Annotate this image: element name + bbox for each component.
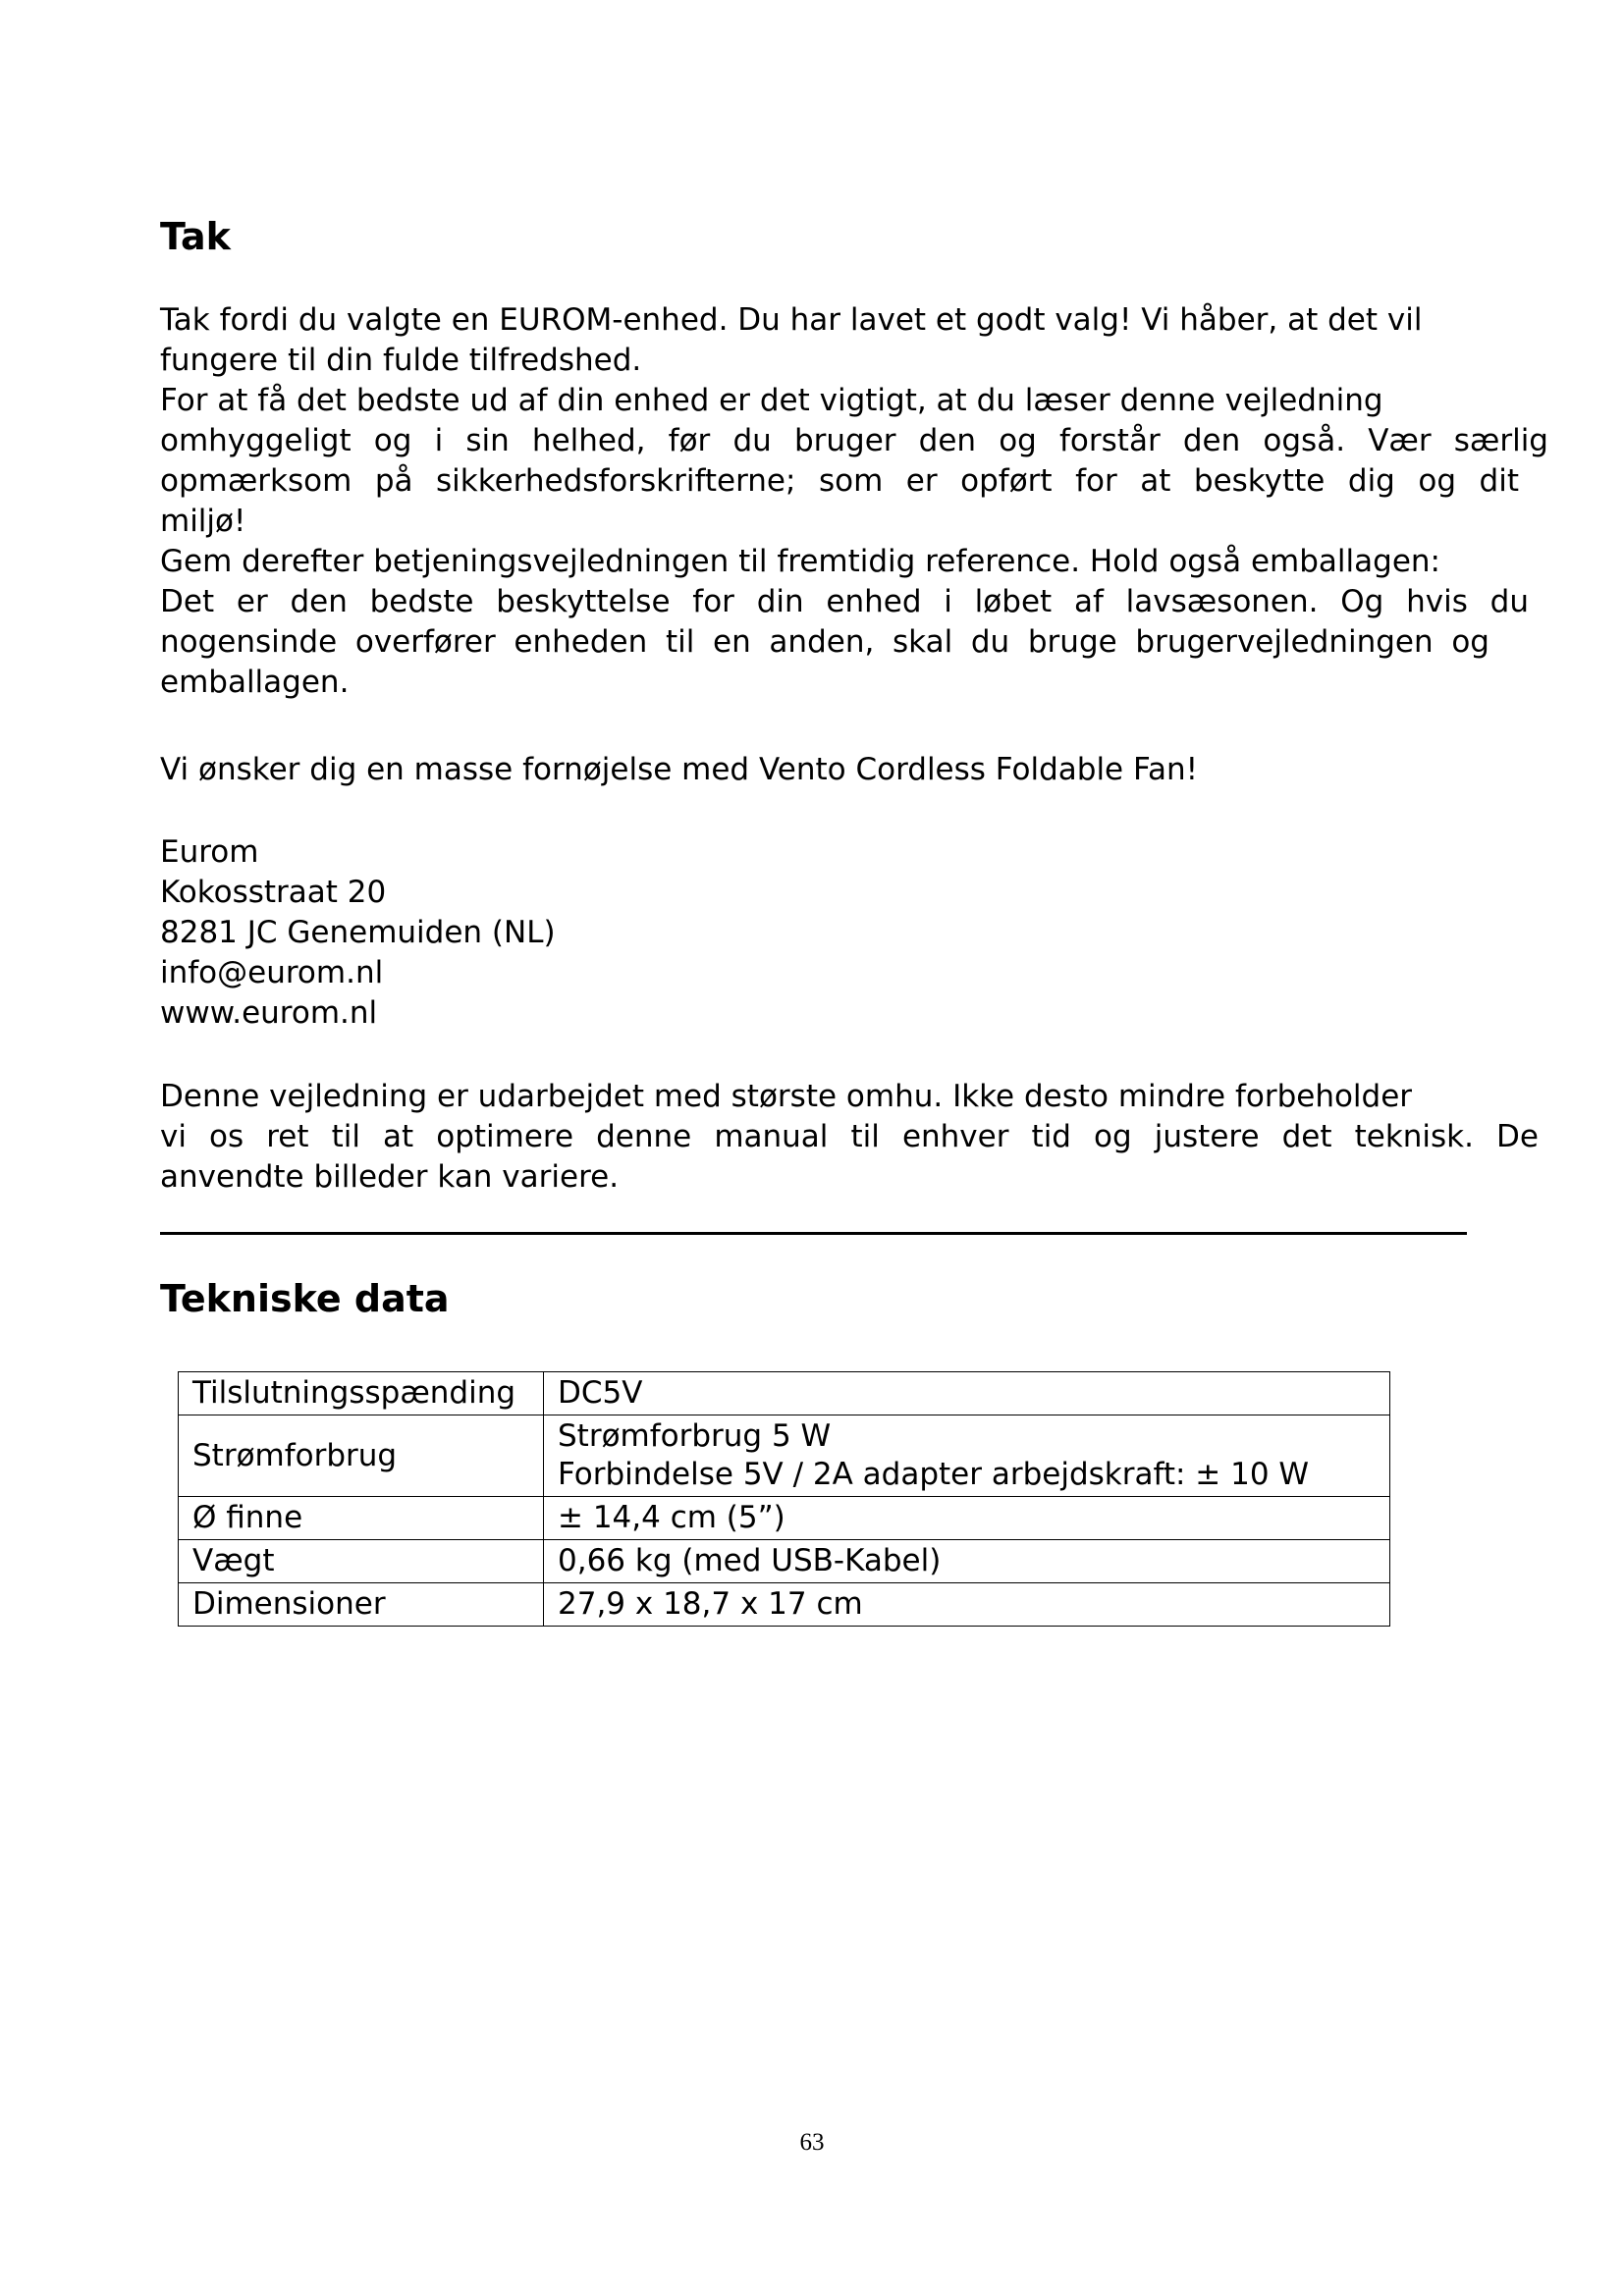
spec-label: Vægt xyxy=(179,1540,544,1583)
intro-line: For at få det bedste ud af din enhed er det vigtigt, at du læser denne vejledning xyxy=(160,383,1383,418)
spec-label: Tilslutningsspænding xyxy=(179,1372,544,1415)
address-email: info@eurom.nl xyxy=(160,955,384,990)
spec-row xyxy=(179,1415,1390,1497)
address-company: Eurom xyxy=(160,834,259,870)
intro-line: fungere til din fulde tilfredshed. xyxy=(160,343,642,378)
spec-value: 27,9 x 18,7 x 17 cm xyxy=(544,1583,1390,1627)
address-street: Kokosstraat 20 xyxy=(160,875,387,910)
intro-line: Gem derefter betjeningsvejledningen til fremtidig reference. Hold også emballagen: xyxy=(160,544,1440,579)
disclaimer-line: vi os ret til at optimere denne manual til enhver tid og justere det teknisk. De xyxy=(160,1119,1539,1154)
spec-row xyxy=(179,1497,1390,1540)
spec-label: Dimensioner xyxy=(179,1583,544,1627)
section-divider xyxy=(160,1232,1467,1235)
heading-thanks: Tak xyxy=(160,215,231,258)
address-website: www.eurom.nl xyxy=(160,995,378,1031)
intro-line: emballagen. xyxy=(160,665,350,700)
spec-value: DC5V xyxy=(544,1372,1390,1415)
spec-table xyxy=(178,1371,1390,1627)
intro-line: Det er den bedste beskyttelse for din enhed i løbet af lavsæsonen. Og hvis du xyxy=(160,584,1529,619)
intro-line: opmærksom på sikkerhedsforskrifterne; som er opført for at beskytte dig og dit xyxy=(160,463,1519,499)
page-number: 63 xyxy=(799,2129,825,2156)
address-city: 8281 JC Genemuiden (NL) xyxy=(160,915,556,950)
heading-specs: Tekniske data xyxy=(160,1277,450,1320)
intro-line: miljø! xyxy=(160,504,246,539)
spec-row xyxy=(179,1583,1390,1627)
spec-value-line: Forbindelse 5V / 2A adapter arbejdskraft: ± 10 W xyxy=(558,1457,1310,1492)
disclaimer-line: anvendte billeder kan variere. xyxy=(160,1159,620,1195)
intro-line: nogensinde overfører enheden til en anden, skal du bruge brugervejledningen og xyxy=(160,624,1489,660)
spec-row xyxy=(179,1540,1390,1583)
spec-value: 0,66 kg (med USB-Kabel) xyxy=(544,1540,1390,1583)
spec-row xyxy=(179,1372,1390,1415)
spec-label: Ø finne xyxy=(179,1497,544,1540)
intro-line: omhyggeligt og i sin helhed, før du bruger den og forstår den også. Vær særlig xyxy=(160,423,1548,458)
wish-line: Vi ønsker dig en masse fornøjelse med Vento Cordless Foldable Fan! xyxy=(160,752,1199,787)
intro-line: Tak fordi du valgte en EUROM-enhed. Du har lavet et godt valg! Vi håber, at det vil xyxy=(160,302,1423,338)
disclaimer-line: Denne vejledning er udarbejdet med største omhu. Ikke desto mindre forbeholder xyxy=(160,1079,1413,1114)
spec-value xyxy=(544,1415,1390,1497)
spec-value-line: Strømforbrug 5 W xyxy=(558,1418,832,1454)
spec-value: ± 14,4 cm (5”) xyxy=(544,1497,1390,1540)
spec-label: Strømforbrug xyxy=(179,1415,544,1497)
